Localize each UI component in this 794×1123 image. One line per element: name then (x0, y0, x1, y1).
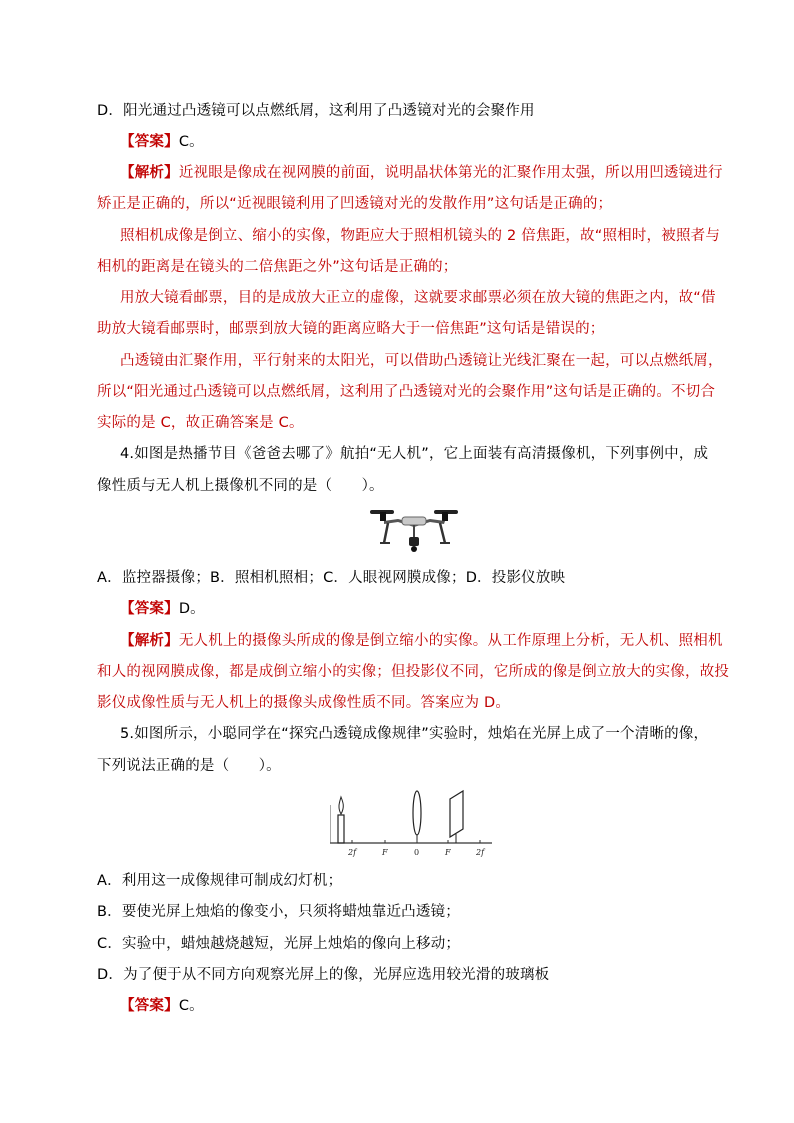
q3-analysis-line-6: 凸透镜由汇聚作用，平行射来的太阳光，可以借助凸透镜让光线汇聚在一起，可以点燃纸屑， (120, 353, 723, 369)
q4-stem-line-0: 4.如图是热播节目《爸爸去哪了》航拍“无人机”，它上面装有高清摄像机，下列事例中，成 (120, 446, 709, 462)
q5-option-a: A．利用这一成像规律可制成幻灯机； (97, 873, 343, 889)
answer-tag: 【答案】 (120, 601, 179, 617)
drone-figure (368, 503, 460, 555)
q3-analysis-line-5: 助放大镜看邮票时，邮票到放大镜的距离应略大于一倍焦距”这句话是错误的； (97, 321, 605, 337)
q4-analysis-line-1: 和人的视网膜成像，都是成倒立缩小的实像；但投影仪不同，它所成的像是倒立放大的实像，故投 (97, 664, 730, 680)
label-origin: 0 (414, 848, 420, 857)
answer-value: D。 (178, 601, 205, 617)
q4-analysis-line-0 (120, 631, 730, 651)
label-2f-left: 2f (348, 848, 357, 857)
analysis-tag: 【解析】 (120, 633, 179, 649)
q5-option-d: D．为了便于从不同方向观察光屏上的像，光屏应选用较光滑的玻璃板 (97, 967, 550, 983)
answer-value: C。 (178, 998, 204, 1014)
analysis-tag: 【解析】 (120, 165, 179, 181)
q3-analysis-line-0 (120, 163, 730, 183)
answer-tag: 【答案】 (120, 134, 179, 150)
analysis-text: 近视眼是像成在视网膜的前面，说明晶状体第光的汇聚作用太强，所以用凹透镜进行 (178, 165, 723, 181)
q3-analysis-line-3: 相机的距离是在镜头的二倍焦距之外”这句话是正确的； (97, 259, 458, 275)
q5-option-b: B．要使光屏上烛焰的像变小，只须将蜡烛靠近凸透镜； (97, 904, 460, 920)
q5-option-c: C．实验中，蜡烛越烧越短，光屏上烛焰的像向上移动； (97, 936, 461, 952)
label-f-right: F (445, 848, 451, 857)
q5-stem-line-0: 5.如图所示，小聪同学在“探究凸透镜成像规律”实验时，烛焰在光屏上成了一个清晰的像， (120, 726, 709, 742)
q5-answer (120, 996, 730, 1016)
light-screen (450, 791, 463, 837)
label-f-left: F (382, 848, 388, 857)
candle (338, 815, 344, 843)
label-2f-right: 2f (476, 848, 485, 857)
drone-camera (409, 537, 419, 546)
q3-option-d: D．阳光通过凸透镜可以点燃纸屑，这利用了凸透镜对光的会聚作用 (97, 103, 535, 119)
q3-analysis-line-1: 矫正是正确的，所以“近视眼镜利用了凹透镜对光的发散作用”这句话是正确的； (97, 196, 613, 212)
q4-answer (120, 599, 730, 619)
q3-answer (120, 132, 730, 152)
answer-value: C。 (178, 134, 204, 150)
q3-analysis-line-8: 实际的是 C，故正确答案是 C。 (97, 415, 304, 431)
analysis-text: 无人机上的摄像头所成的像是倒立缩小的实像。从工作原理上分析，无人机、照相机 (178, 633, 723, 649)
convex-lens (413, 791, 421, 835)
candle-flame (339, 797, 343, 814)
q3-analysis-line-2: 照相机成像是倒立、缩小的实像，物距应大于照相机镜头的 2 倍焦距，故“照相时，被照者与 (120, 228, 721, 244)
q3-analysis-line-7: 所以“阳光通过凸透镜可以点燃纸屑，这利用了凸透镜对光的会聚作用”这句话是正确的。不切合 (97, 384, 716, 400)
q3-analysis-line-4: 用放大镜看邮票，目的是成放大正立的虚像，这就要求邮票必须在放大镜的焦距之内，故“借 (120, 290, 716, 306)
answer-tag: 【答案】 (120, 998, 179, 1014)
q4-stem-line-1: 像性质与无人机上摄像机不同的是（ ）。 (97, 478, 384, 494)
q5-stem-line-1: 下列说法正确的是（ ）。 (97, 758, 281, 774)
q4-options: A．监控器摄像；B．照相机照相；C．人眼视网膜成像；D．投影仪放映 (97, 570, 566, 586)
optical-bench-figure (330, 785, 495, 860)
q4-analysis-line-2: 影仪成像性质与无人机上的摄像头成像性质不同。答案应为 D。 (97, 695, 511, 711)
